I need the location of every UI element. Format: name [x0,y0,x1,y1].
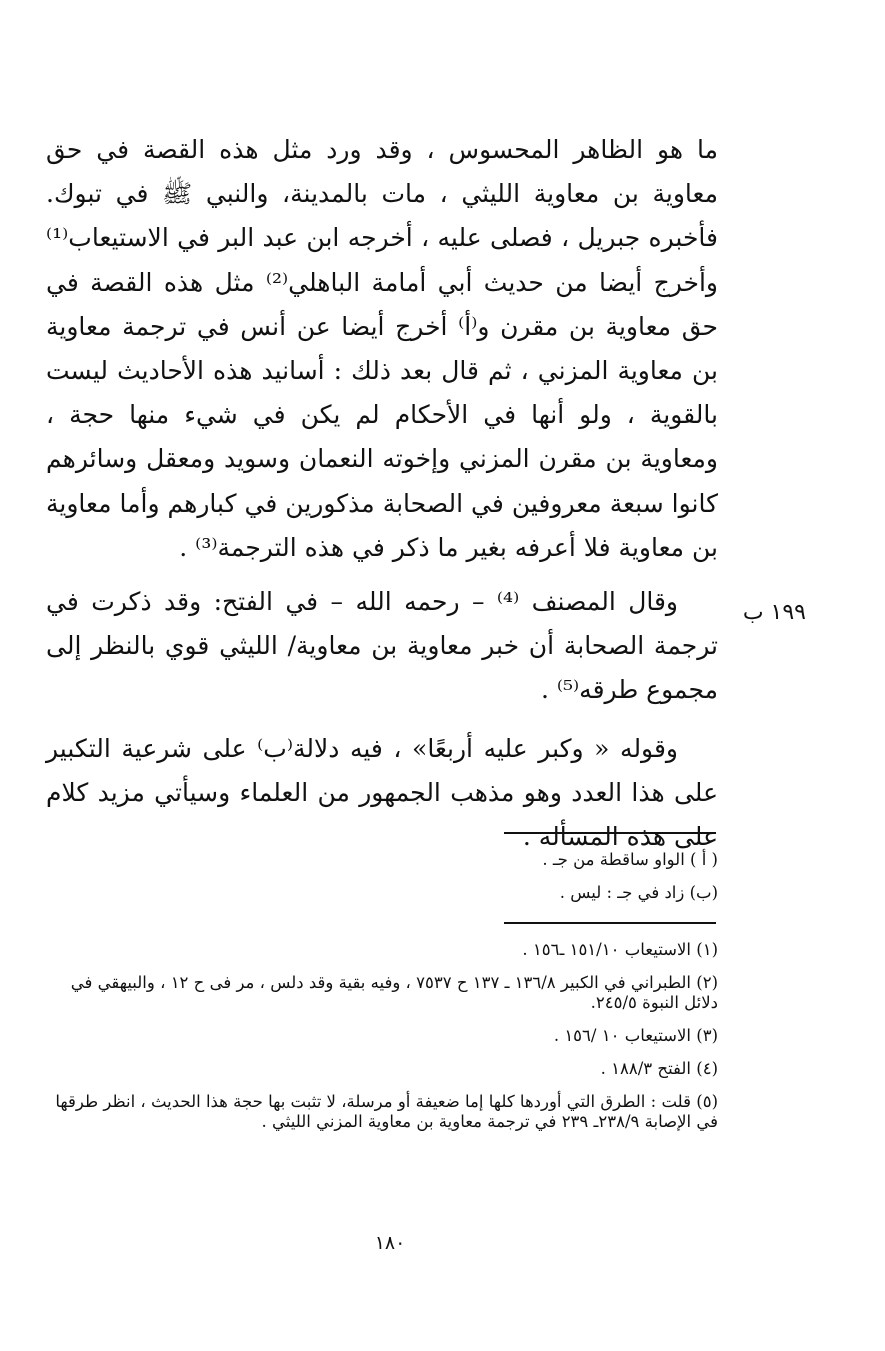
manuscript-folio-marker: ١٩٩ ب [742,600,806,625]
variant-note: (ب) زاد في جـ : ليس . [559,883,718,902]
footnote-divider-top [504,832,716,834]
footnote: (١) الاستيعاب ١٥١/١٠ ـ١٥٦ . [522,940,718,959]
variant-note: ( أ ) الواو ساقطة من جـ . [542,850,718,869]
footnote: (٥) قلت : الطرق التي أوردها كلها إما ضعيفة أو مرسلة، لا تثبت بها حجة هذا الحديث ، انظر طرقها في الإصابة ٢٣٨/٩ـ ٢٣٩ في ترجمة معاوية بن معاوية المزني الليثي . [55,1092,718,1131]
paragraph-2: وقال المصنف ⁽⁴⁾ – رحمه الله – في الفتح: وقد ذكرت في ترجمة الصحابة أن خبر معاوية بن معاوية/ الليثي قوي بالنظر إلى مجموع طرقه⁽⁵⁾ . [46,587,718,705]
page-number: ١٨٠ [374,1232,406,1254]
paragraph-3: وقوله « وكبر عليه أربعًا» ، فيه دلالة⁽ب⁾ على شرعية التكبير على هذا العدد وهو مذهب الجمهور من العلماء وسيأتي مزيد كلام على هذه المسألة . [46,733,718,852]
footnote: (٤) الفتح ١٨٨/٣ . [600,1059,718,1078]
footnote: (٣) الاستيعاب ١٠ /١٥٦ . [553,1026,718,1045]
paragraph-1: ما هو الظاهر المحسوس ، وقد ورد مثل هذه القصة في حق معاوية بن معاوية الليثي ، مات بالمدينة، والنبي ﷺ في تبوك. فأخبره جبريل ، فصلى عليه ، أخرجه ابن عبد البر في الاستيعاب⁽¹⁾ وأخرج أيضا من حديث أبي أمامة الباهلي⁽²⁾ مثل هذه القصة في حق معاوية بن مقرن و⁽أ⁾ أخرج أيضا عن أنس في ترجمة معاوية بن معاوية المزني ، ثم قال بعد ذلك : أسانيد هذه الأحاديث ليست بالقوية ، ولو أنها في الأحكام لم يكن في شيء منها حجة ، ومعاوية بن مقرن المزني وإخوته النعمان وسويد ومعقل وسائرهم كانوا سبعة معروفين في الصحابة مذكورين في كبارهم وأما معاوية بن معاوية فلا أعرفه بغير ما ذكر في هذه الترجمة⁽³⁾ . [46,135,718,562]
footnote: (٢) الطبراني في الكبير ١٣٦/٨ ـ ١٣٧ ح ٧٥٣٧ ، وفيه بقية وقد دلس ، مر فى ح ١٢ ، والبيهقي في دلائل النبوة ٢٤٥/٥. [70,973,718,1012]
main-text [46,128,718,859]
footnote-divider-bottom [504,922,716,924]
variant-notes [40,850,718,916]
footnotes [40,940,718,1145]
